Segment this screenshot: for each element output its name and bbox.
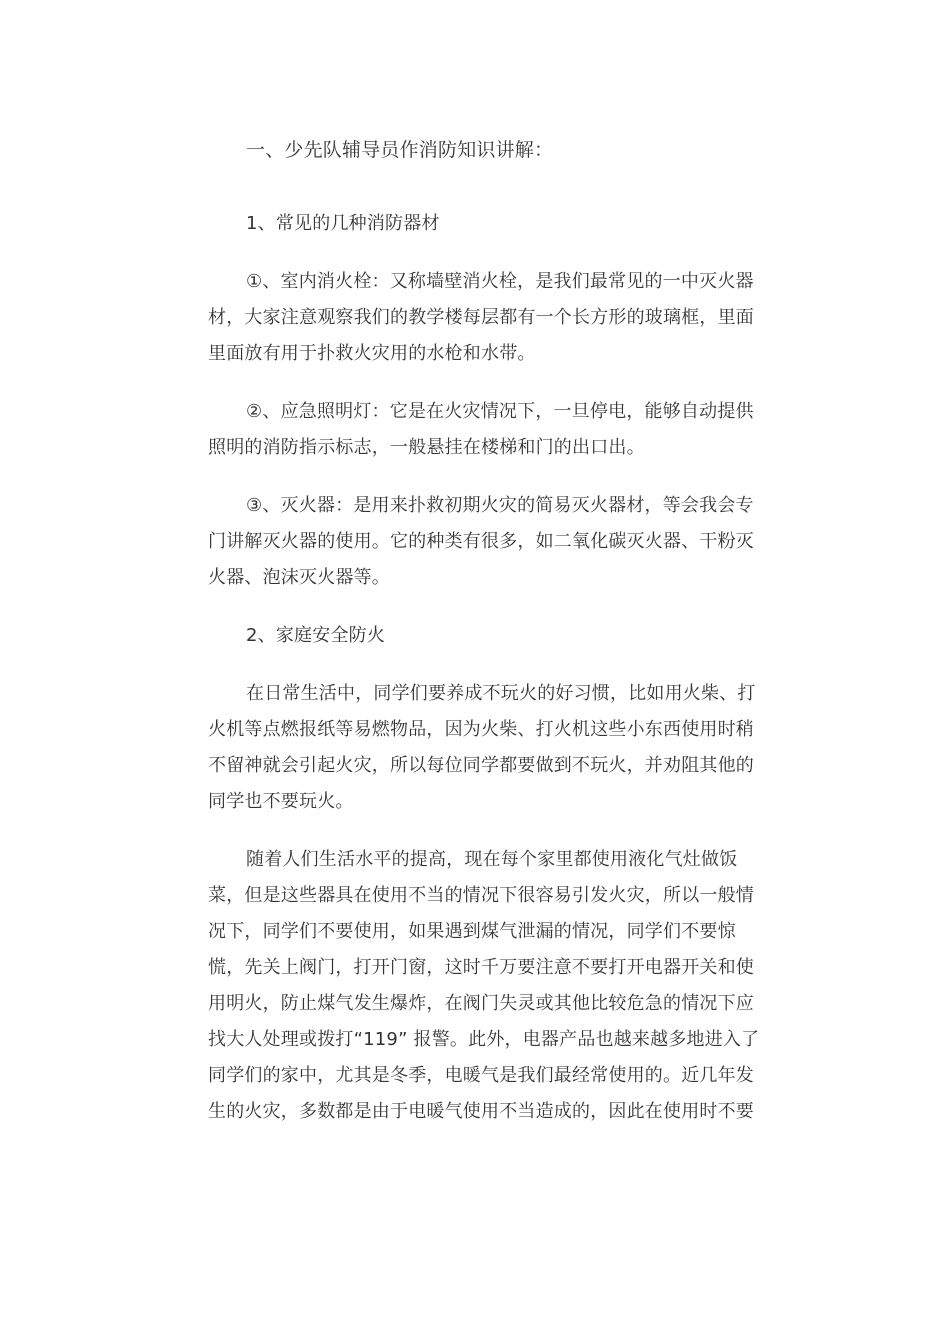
paragraph-line: 火机等点燃报纸等易燃物品，因为火柴、打火机这些小东西使用时稍	[208, 719, 754, 740]
paragraph-line: 找大人处理或拨打“119” 报警。此外，电器产品也越来越多地进入了	[208, 1029, 760, 1050]
paragraph-line: ②、应急照明灯：它是在火灾情况下，一旦停电，能够自动提供	[246, 401, 754, 422]
paragraph-line: 材，大家注意观察我们的教学楼每层都有一个长方形的玻璃框，里面	[208, 307, 754, 328]
paragraph-line: 照明的消防指示标志，一般悬挂在楼梯和门的出口出。	[208, 437, 645, 458]
section-title-fire-equipment: 1、常见的几种消防器材	[246, 213, 440, 234]
paragraph-emergency-light	[208, 394, 783, 466]
section-title-home-fire-safety: 2、家庭安全防火	[246, 625, 386, 646]
paragraph-line: 慌，先关上阀门，打开门窗，这时千万要注意不要打开电器开关和使	[208, 957, 754, 978]
paragraph-line: 生的火灾，多数都是由于电暖气使用不当造成的，因此在使用时不要	[208, 1101, 754, 1122]
paragraph-line: 用明火，防止煤气发生爆炸，在阀门失灵或其他比较危急的情况下应	[208, 993, 754, 1014]
paragraph-line: 门讲解灭火器的使用。它的种类有很多，如二氧化碳灭火器、干粉灭	[208, 531, 754, 552]
paragraph-line: ①、室内消火栓：又称墙壁消火栓，是我们最常见的一中灭火器	[246, 271, 754, 292]
document-heading: 一、少先队辅导员作消防知识讲解：	[246, 139, 554, 161]
paragraph-hydrant	[208, 264, 783, 372]
paragraph-line: 不留神就会引起火灾，所以每位同学都要做到不玩火，并劝阻其他的	[208, 755, 754, 776]
document-body	[208, 132, 783, 1130]
paragraph-line: 随着人们生活水平的提高，现在每个家里都使用液化气灶做饭	[246, 849, 738, 870]
paragraph-line: 况下，同学们不要使用，如果遇到煤气泄漏的情况，同学们不要惊	[208, 921, 736, 942]
paragraph-line: ③、灭火器：是用来扑救初期火灾的简易灭火器材，等会我会专	[246, 495, 754, 516]
paragraph-line: 里面放有用于扑救火灾用的水枪和水带。	[208, 343, 536, 364]
paragraph-extinguisher	[208, 488, 783, 596]
paragraph-no-playing-with-fire	[208, 676, 783, 820]
paragraph-line: 菜，但是这些器具在使用不当的情况下很容易引发火灾，所以一般情	[208, 885, 754, 906]
paragraph-line: 同学们的家中，尤其是冬季，电暖气是我们最经常使用的。近几年发	[208, 1065, 754, 1086]
paragraph-line: 在日常生活中，同学们要养成不玩火的好习惯，比如用火柴、打	[246, 683, 756, 704]
paragraph-line: 同学也不要玩火。	[208, 791, 354, 812]
paragraph-gas-and-heater-safety	[208, 842, 783, 1130]
paragraph-line: 火器、泡沫灭火器等。	[208, 567, 390, 588]
